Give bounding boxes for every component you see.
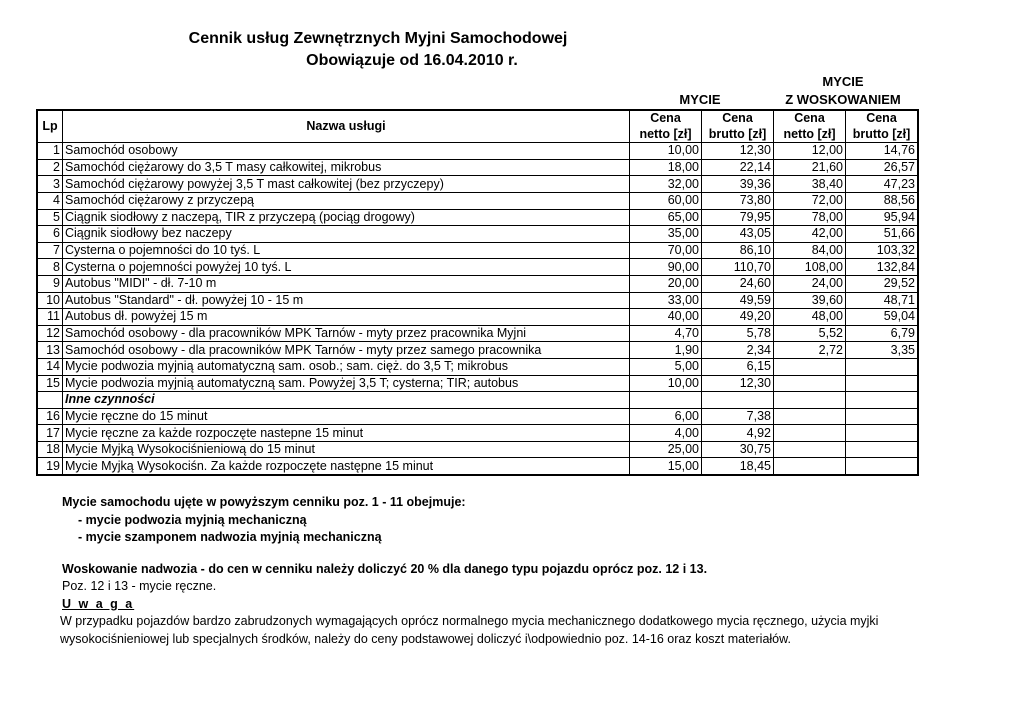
cell-wosk-brutto: 29,52 (846, 275, 919, 292)
column-header-cena: Cena (774, 110, 846, 127)
cell-lp: 4 (37, 192, 63, 209)
cell-wosk-netto: 78,00 (774, 209, 846, 226)
cell-wosk-netto: 24,00 (774, 275, 846, 292)
cell-name: Samochód ciężarowy z przyczepą (63, 192, 630, 209)
cell-mycie-netto (630, 392, 702, 409)
cell-wosk-netto (774, 392, 846, 409)
wax-note: Woskowanie nadwozia - do cen w cenniku należy doliczyć 20 % dla danego typu pojazdu oprócz poz. 12 i 13. (62, 561, 708, 576)
table-row (37, 292, 918, 309)
cell-mycie-brutto: 39,36 (702, 176, 774, 193)
page-title: Cennik usług Zewnętrznych Myjni Samochodowej (188, 30, 568, 47)
cell-lp: 2 (37, 159, 63, 176)
cell-mycie-brutto: 2,34 (702, 342, 774, 359)
cell-wosk-netto: 39,60 (774, 292, 846, 309)
cell-name: Cysterna o pojemności powyżej 10 tyś. L (63, 259, 630, 276)
cell-mycie-netto: 32,00 (630, 176, 702, 193)
column-header-lp: Lp (37, 110, 63, 143)
uwaga-text: W przypadku pojazdów bardzo zabrudzonych wymagających oprócz normalnego mycia mechanicznego dodatkowego mycia ręcznego, użycia myjki (60, 614, 879, 628)
cell-mycie-netto: 5,00 (630, 358, 702, 375)
cell-mycie-brutto: 49,20 (702, 309, 774, 326)
column-header-cena: Cena (702, 110, 774, 127)
cell-wosk-brutto: 3,35 (846, 342, 919, 359)
cell-mycie-brutto: 86,10 (702, 242, 774, 259)
cell-lp: 12 (37, 325, 63, 342)
cell-lp: 17 (37, 425, 63, 442)
table-row (37, 375, 918, 392)
cell-lp: 10 (37, 292, 63, 309)
cell-name: Samochód ciężarowy do 3,5 T masy całkowitej, mikrobus (63, 159, 630, 176)
cell-lp: 9 (37, 275, 63, 292)
table-row (37, 458, 918, 475)
cell-name: Ciągnik siodłowy bez naczepy (63, 226, 630, 243)
table-row (37, 192, 918, 209)
table-row (37, 408, 918, 425)
cell-wosk-brutto: 88,56 (846, 192, 919, 209)
cell-mycie-netto: 65,00 (630, 209, 702, 226)
column-header-name: Nazwa usługi (63, 110, 630, 143)
cell-mycie-netto: 1,90 (630, 342, 702, 359)
cell-wosk-netto: 48,00 (774, 309, 846, 326)
table-row (37, 159, 918, 176)
cell-name: Mycie ręczne do 15 minut (63, 408, 630, 425)
cell-wosk-brutto: 26,57 (846, 159, 919, 176)
cell-mycie-brutto: 6,15 (702, 358, 774, 375)
cell-name: Mycie podwozia myjnią automatyczną sam. Powyżej 3,5 T; cysterna; TIR; autobus (63, 375, 630, 392)
cell-mycie-brutto: 110,70 (702, 259, 774, 276)
cell-name: Autobus "Standard" - dł. powyżej 10 - 15 m (63, 292, 630, 309)
cell-wosk-netto: 38,40 (774, 176, 846, 193)
cell-wosk-brutto: 48,71 (846, 292, 919, 309)
cell-name: Mycie Myjką Wysokociśn. Za każde rozpoczęte następne 15 minut (63, 458, 630, 475)
cell-name: Samochód osobowy (63, 143, 630, 160)
cell-name: Inne czynności (63, 392, 630, 409)
cell-lp: 5 (37, 209, 63, 226)
scope-item: - mycie podwozia myjnią mechaniczną (78, 512, 307, 527)
price-table (36, 109, 919, 476)
cell-wosk-brutto (846, 425, 919, 442)
cell-name: Samochód ciężarowy powyżej 3,5 T mast całkowitej (bez przyczepy) (63, 176, 630, 193)
cell-wosk-netto: 42,00 (774, 226, 846, 243)
cell-mycie-brutto: 7,38 (702, 408, 774, 425)
column-header-cena: Cena (846, 110, 919, 127)
cell-wosk-brutto (846, 358, 919, 375)
column-header-netto: netto [zł] (630, 127, 702, 143)
cell-wosk-brutto: 14,76 (846, 143, 919, 160)
cell-wosk-netto (774, 425, 846, 442)
table-row (37, 209, 918, 226)
table-row (37, 259, 918, 276)
cell-lp (37, 392, 63, 409)
table-row (37, 441, 918, 458)
column-header-brutto: brutto [zł] (846, 127, 919, 143)
group-header-woskowanie-line1: MYCIE (822, 74, 864, 89)
cell-mycie-netto: 4,00 (630, 425, 702, 442)
cell-mycie-brutto: 73,80 (702, 192, 774, 209)
cell-wosk-netto: 72,00 (774, 192, 846, 209)
cell-wosk-netto: 12,00 (774, 143, 846, 160)
cell-name: Autobus dł. powyżej 15 m (63, 309, 630, 326)
cell-mycie-netto: 18,00 (630, 159, 702, 176)
group-header-woskowanie-line2: Z WOSKOWANIEM (785, 92, 901, 107)
cell-mycie-netto: 40,00 (630, 309, 702, 326)
cell-lp: 7 (37, 242, 63, 259)
table-row (37, 392, 918, 409)
scope-title: Mycie samochodu ujęte w powyższym cenniku poz. 1 - 11 obejmuje: (62, 495, 466, 509)
cell-mycie-brutto: 22,14 (702, 159, 774, 176)
cell-mycie-netto: 70,00 (630, 242, 702, 259)
cell-mycie-brutto (702, 392, 774, 409)
cell-wosk-brutto: 103,32 (846, 242, 919, 259)
cell-wosk-brutto: 6,79 (846, 325, 919, 342)
cell-wosk-netto (774, 458, 846, 475)
page-subtitle: Obowiązuje od 16.04.2010 r. (306, 52, 518, 69)
cell-wosk-brutto: 51,66 (846, 226, 919, 243)
cell-mycie-netto: 10,00 (630, 375, 702, 392)
cell-mycie-brutto: 49,59 (702, 292, 774, 309)
uwaga-label: U w a g a (62, 596, 135, 611)
cell-lp: 6 (37, 226, 63, 243)
cell-mycie-netto: 6,00 (630, 408, 702, 425)
cell-mycie-netto: 33,00 (630, 292, 702, 309)
table-row (37, 425, 918, 442)
table-row (37, 342, 918, 359)
table-row (37, 275, 918, 292)
cell-lp: 3 (37, 176, 63, 193)
cell-mycie-netto: 10,00 (630, 143, 702, 160)
column-header-cena: Cena (630, 110, 702, 127)
cell-lp: 16 (37, 408, 63, 425)
table-row (37, 143, 918, 160)
table-row (37, 242, 918, 259)
cell-lp: 13 (37, 342, 63, 359)
cell-name: Mycie podwozia myjnią automatyczną sam. osob.; sam. cięż. do 3,5 T; mikrobus (63, 358, 630, 375)
cell-name: Mycie Myjką Wysokociśnieniową do 15 minut (63, 441, 630, 458)
cell-mycie-brutto: 18,45 (702, 458, 774, 475)
table-row (37, 309, 918, 326)
cell-wosk-brutto (846, 441, 919, 458)
cell-wosk-netto: 21,60 (774, 159, 846, 176)
uwaga-text: wysokociśnieniowej lub specjalnych środków, należy do ceny podstawowej doliczyć i\odpowiednio poz. 14-16 oraz koszt materiałów. (60, 631, 791, 646)
cell-name: Samochód osobowy - dla pracowników MPK Tarnów - myty przez samego pracownika (63, 342, 630, 359)
notes-section (62, 494, 962, 648)
cell-lp: 14 (37, 358, 63, 375)
cell-mycie-brutto: 4,92 (702, 425, 774, 442)
wax-note-secondary: Poz. 12 i 13 - mycie ręczne. (62, 579, 217, 593)
cell-wosk-netto (774, 408, 846, 425)
column-header-brutto: brutto [zł] (702, 127, 774, 143)
cell-wosk-brutto (846, 458, 919, 475)
cell-mycie-netto: 15,00 (630, 458, 702, 475)
cell-mycie-brutto: 79,95 (702, 209, 774, 226)
cell-wosk-netto (774, 375, 846, 392)
cell-mycie-brutto: 12,30 (702, 375, 774, 392)
column-header-netto: netto [zł] (774, 127, 846, 143)
table-row (37, 358, 918, 375)
cell-mycie-netto: 35,00 (630, 226, 702, 243)
cell-wosk-netto: 2,72 (774, 342, 846, 359)
cell-wosk-brutto: 59,04 (846, 309, 919, 326)
table-row (37, 226, 918, 243)
cell-lp: 1 (37, 143, 63, 160)
cell-mycie-netto: 60,00 (630, 192, 702, 209)
cell-wosk-brutto (846, 392, 919, 409)
cell-mycie-brutto: 43,05 (702, 226, 774, 243)
cell-name: Autobus "MIDI" - dł. 7-10 m (63, 275, 630, 292)
group-header-mycie: MYCIE (679, 92, 721, 107)
cell-lp: 11 (37, 309, 63, 326)
cell-wosk-brutto: 95,94 (846, 209, 919, 226)
cell-wosk-netto: 108,00 (774, 259, 846, 276)
cell-mycie-netto: 20,00 (630, 275, 702, 292)
cell-mycie-brutto: 12,30 (702, 143, 774, 160)
cell-wosk-netto (774, 358, 846, 375)
cell-wosk-brutto (846, 375, 919, 392)
cell-mycie-netto: 4,70 (630, 325, 702, 342)
cell-lp: 15 (37, 375, 63, 392)
cell-wosk-brutto (846, 408, 919, 425)
table-row (37, 325, 918, 342)
cell-wosk-brutto: 47,23 (846, 176, 919, 193)
cell-wosk-brutto: 132,84 (846, 259, 919, 276)
cell-lp: 19 (37, 458, 63, 475)
cell-mycie-brutto: 24,60 (702, 275, 774, 292)
cell-name: Ciągnik siodłowy z naczepą, TIR z przyczepą (pociąg drogowy) (63, 209, 630, 226)
cell-mycie-netto: 25,00 (630, 441, 702, 458)
scope-item: - mycie szamponem nadwozia myjnią mechaniczną (78, 530, 382, 544)
cell-name: Cysterna o pojemności do 10 tyś. L (63, 242, 630, 259)
cell-wosk-netto: 84,00 (774, 242, 846, 259)
cell-mycie-netto: 90,00 (630, 259, 702, 276)
cell-name: Mycie ręczne za każde rozpoczęte nastepne 15 minut (63, 425, 630, 442)
cell-lp: 18 (37, 441, 63, 458)
cell-mycie-brutto: 5,78 (702, 325, 774, 342)
cell-mycie-brutto: 30,75 (702, 441, 774, 458)
cell-name: Samochód osobowy - dla pracowników MPK Tarnów - myty przez pracownika Myjni (63, 325, 630, 342)
cell-wosk-netto: 5,52 (774, 325, 846, 342)
cell-lp: 8 (37, 259, 63, 276)
table-row (37, 176, 918, 193)
cell-wosk-netto (774, 441, 846, 458)
